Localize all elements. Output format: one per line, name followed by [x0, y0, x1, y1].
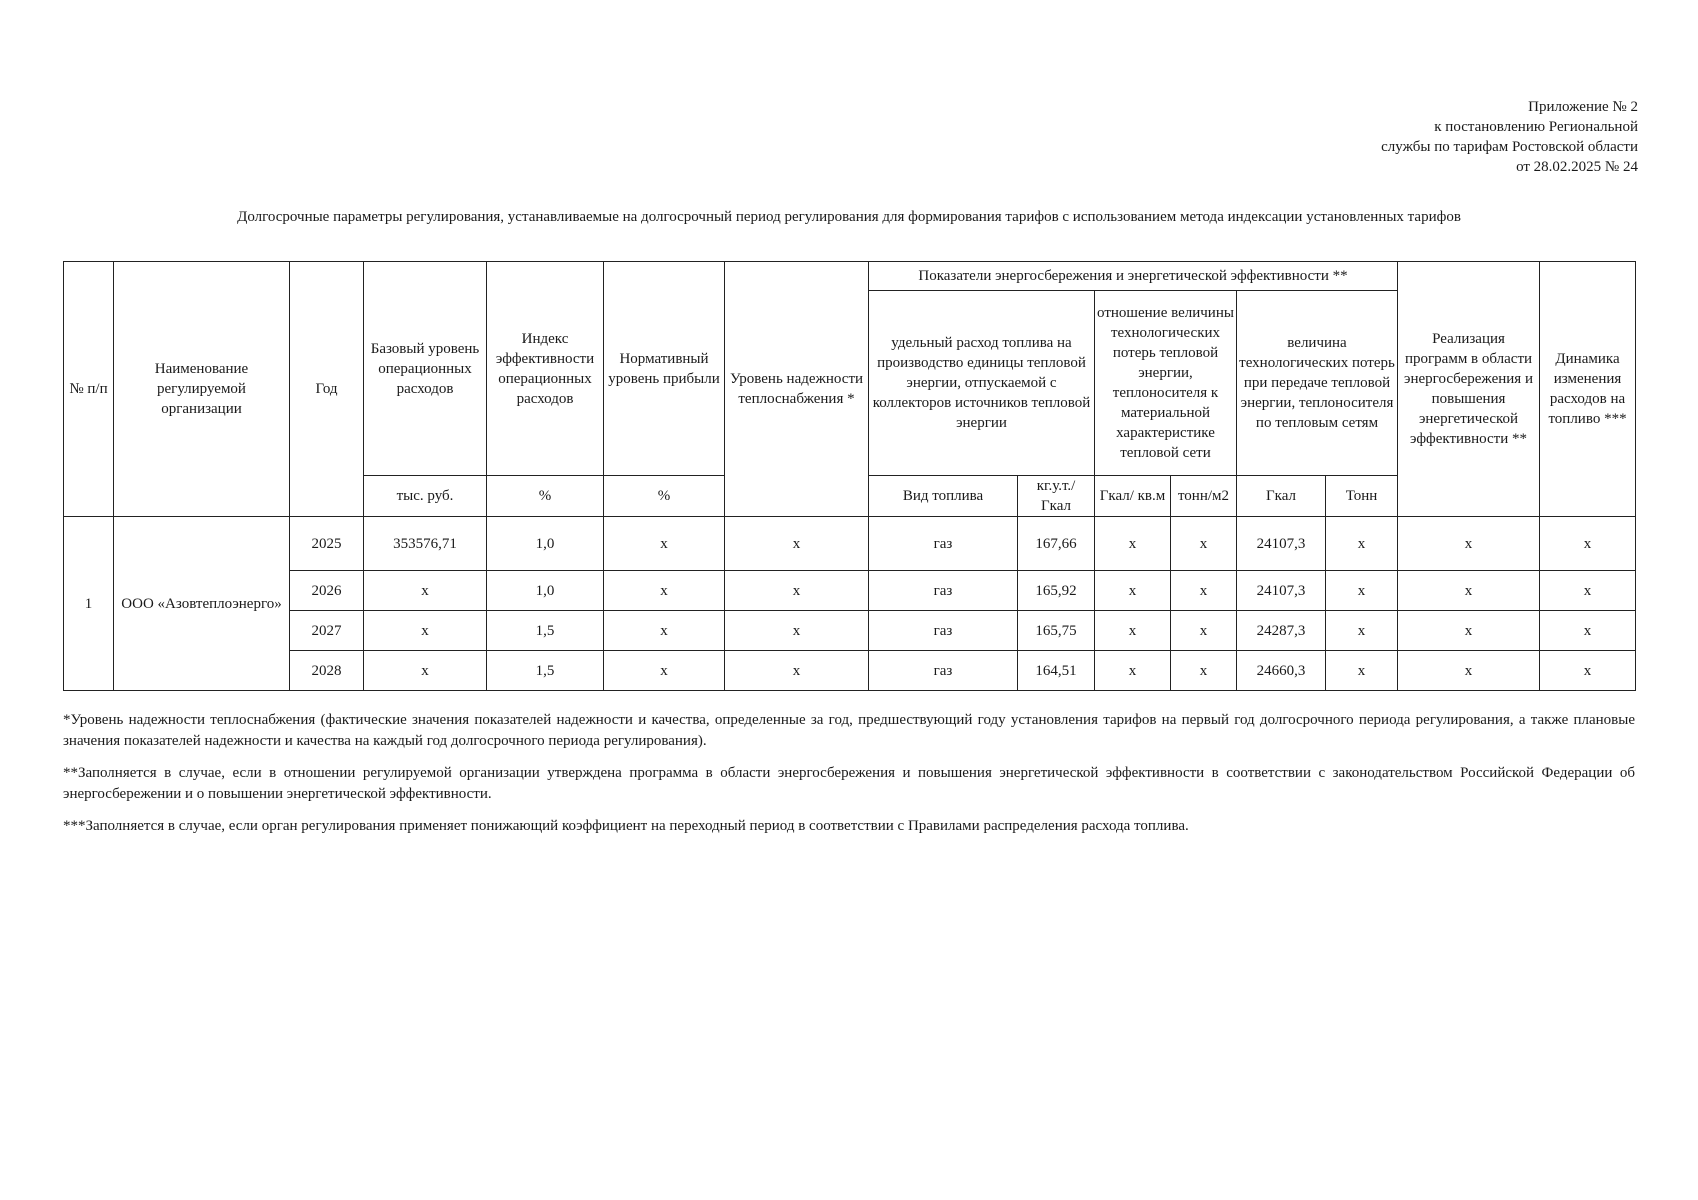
cell-dynamics: х	[1540, 651, 1636, 691]
cell-year: 2027	[290, 611, 364, 651]
cell-base: х	[364, 571, 487, 611]
unit-loss-gcal: Гкал	[1237, 476, 1326, 517]
cell-reliability: х	[725, 571, 869, 611]
header-profit-level: Нормативный уровень прибыли	[604, 262, 725, 476]
cell-loss-ton: х	[1326, 611, 1398, 651]
footnotes	[63, 710, 1635, 848]
cell-loss-ton: х	[1326, 517, 1398, 571]
unit-profit: %	[604, 476, 725, 517]
cell-index: 1,0	[487, 571, 604, 611]
cell-loss-gcal: 24107,3	[1237, 517, 1326, 571]
annex-number: Приложение № 2	[1528, 99, 1638, 115]
cell-programs: х	[1398, 517, 1540, 571]
cell-fuel-value: 165,92	[1018, 571, 1095, 611]
cell-programs: х	[1398, 651, 1540, 691]
header-num: № п/п	[64, 262, 114, 517]
header-fuel-consumption: удельный расход топлива на производство единицы тепловой энергии, отпускаемой с коллекторов источников тепловой энергии	[869, 291, 1095, 476]
unit-fuel-type: Вид топлива	[869, 476, 1018, 517]
cell-fuel-type: газ	[869, 571, 1018, 611]
cell-loss-gcal: 24660,3	[1237, 651, 1326, 691]
cell-ratio-ton: х	[1171, 571, 1237, 611]
header-energy-group: Показатели энергосбережения и энергетической эффективности **	[869, 262, 1398, 291]
header-efficiency-index: Индекс эффективности операционных расходов	[487, 262, 604, 476]
cell-reliability: х	[725, 611, 869, 651]
cell-loss-ton: х	[1326, 651, 1398, 691]
unit-ratio-gcal: Гкал/ кв.м	[1095, 476, 1171, 517]
header-programs: Реализация программ в области энергосбережения и повышения энергетической эффективности **	[1398, 262, 1540, 517]
annex-agency: службы по тарифам Ростовской области	[1381, 139, 1638, 155]
parameters-table	[63, 261, 1636, 691]
header-year: Год	[290, 262, 364, 517]
footnote-fuel-dynamics: ***Заполняется в случае, если орган регулирования применяет понижающий коэффициент на переходный период в соответствии с Правилами распределения расхода топлива.	[63, 818, 1189, 834]
table-row	[64, 517, 1636, 571]
cell-ratio-gcal: х	[1095, 571, 1171, 611]
cell-fuel-type: газ	[869, 651, 1018, 691]
cell-loss-gcal: 24107,3	[1237, 571, 1326, 611]
cell-dynamics: х	[1540, 571, 1636, 611]
cell-fuel-type: газ	[869, 517, 1018, 571]
header-loss-volume: величина технологических потерь при передаче тепловой энергии, теплоносителя по тепловым сетям	[1237, 291, 1398, 476]
footnote-reliability: *Уровень надежности теплоснабжения (фактические значения показателей надежности и качества, определенные за год, предшествующий году установления тарифов на первый год долгосрочного периода регулирования, а также плановые значения показателей надежности и качества на каждый год долгосрочного периода регулирования).	[63, 712, 1635, 749]
cell-base: 353576,71	[364, 517, 487, 571]
cell-ratio-gcal: х	[1095, 611, 1171, 651]
cell-loss-gcal: 24287,3	[1237, 611, 1326, 651]
header-reliability: Уровень надежности теплоснабжения *	[725, 262, 869, 517]
cell-year: 2026	[290, 571, 364, 611]
cell-index: 1,0	[487, 517, 604, 571]
cell-year: 2025	[290, 517, 364, 571]
cell-dynamics: х	[1540, 611, 1636, 651]
cell-profit: х	[604, 571, 725, 611]
cell-ratio-ton: х	[1171, 651, 1237, 691]
cell-dynamics: х	[1540, 517, 1636, 571]
unit-fuel: кг.у.т./ Гкал	[1018, 476, 1095, 517]
cell-fuel-type: газ	[869, 611, 1018, 651]
cell-loss-ton: х	[1326, 571, 1398, 611]
cell-reliability: х	[725, 651, 869, 691]
cell-profit: х	[604, 517, 725, 571]
footnote-energy-program: **Заполняется в случае, если в отношении регулируемой организации утверждена программа в области энергосбережения и повышения энергетической эффективности в соответствии с законодательством Российской Федерации об энергосбережении и о повышении энергетической эффективности.	[63, 765, 1635, 802]
cell-ratio-gcal: х	[1095, 517, 1171, 571]
cell-fuel-value: 167,66	[1018, 517, 1095, 571]
cell-profit: х	[604, 611, 725, 651]
cell-base: х	[364, 611, 487, 651]
cell-base: х	[364, 651, 487, 691]
cell-ratio-ton: х	[1171, 611, 1237, 651]
cell-ratio-ton: х	[1171, 517, 1237, 571]
annex-decree: к постановлению Региональной	[1434, 119, 1638, 135]
cell-reliability: х	[725, 517, 869, 571]
header-loss-ratio: отношение величины технологических потерь тепловой энергии, теплоносителя к материальной характеристике тепловой сети	[1095, 291, 1237, 476]
cell-year: 2028	[290, 651, 364, 691]
cell-profit: х	[604, 651, 725, 691]
org-number: 1	[64, 517, 114, 691]
cell-programs: х	[1398, 571, 1540, 611]
annex-header	[1381, 97, 1638, 177]
cell-fuel-value: 165,75	[1018, 611, 1095, 651]
table-row	[64, 611, 1636, 651]
unit-base: тыс. руб.	[364, 476, 487, 517]
cell-programs: х	[1398, 611, 1540, 651]
document-title: Долгосрочные параметры регулирования, устанавливаемые на долгосрочный период регулирования для формирования тарифов с использованием метода индексации установленных тарифов	[237, 209, 1461, 225]
header-fuel-dynamics: Динамика изменения расходов на топливо ***	[1540, 262, 1636, 517]
unit-loss-ton: Тонн	[1326, 476, 1398, 517]
cell-index: 1,5	[487, 651, 604, 691]
table-row	[64, 651, 1636, 691]
cell-ratio-gcal: х	[1095, 651, 1171, 691]
cell-index: 1,5	[487, 611, 604, 651]
cell-fuel-value: 164,51	[1018, 651, 1095, 691]
unit-ratio-ton: тонн/м2	[1171, 476, 1237, 517]
table-row	[64, 571, 1636, 611]
header-org: Наименование регулируемой организации	[114, 262, 290, 517]
org-name: ООО «Азовтеплоэнерго»	[114, 517, 290, 691]
unit-index: %	[487, 476, 604, 517]
annex-date: от 28.02.2025 № 24	[1516, 159, 1638, 175]
header-base-costs: Базовый уровень операционных расходов	[364, 262, 487, 476]
header-row-1	[64, 262, 1636, 291]
